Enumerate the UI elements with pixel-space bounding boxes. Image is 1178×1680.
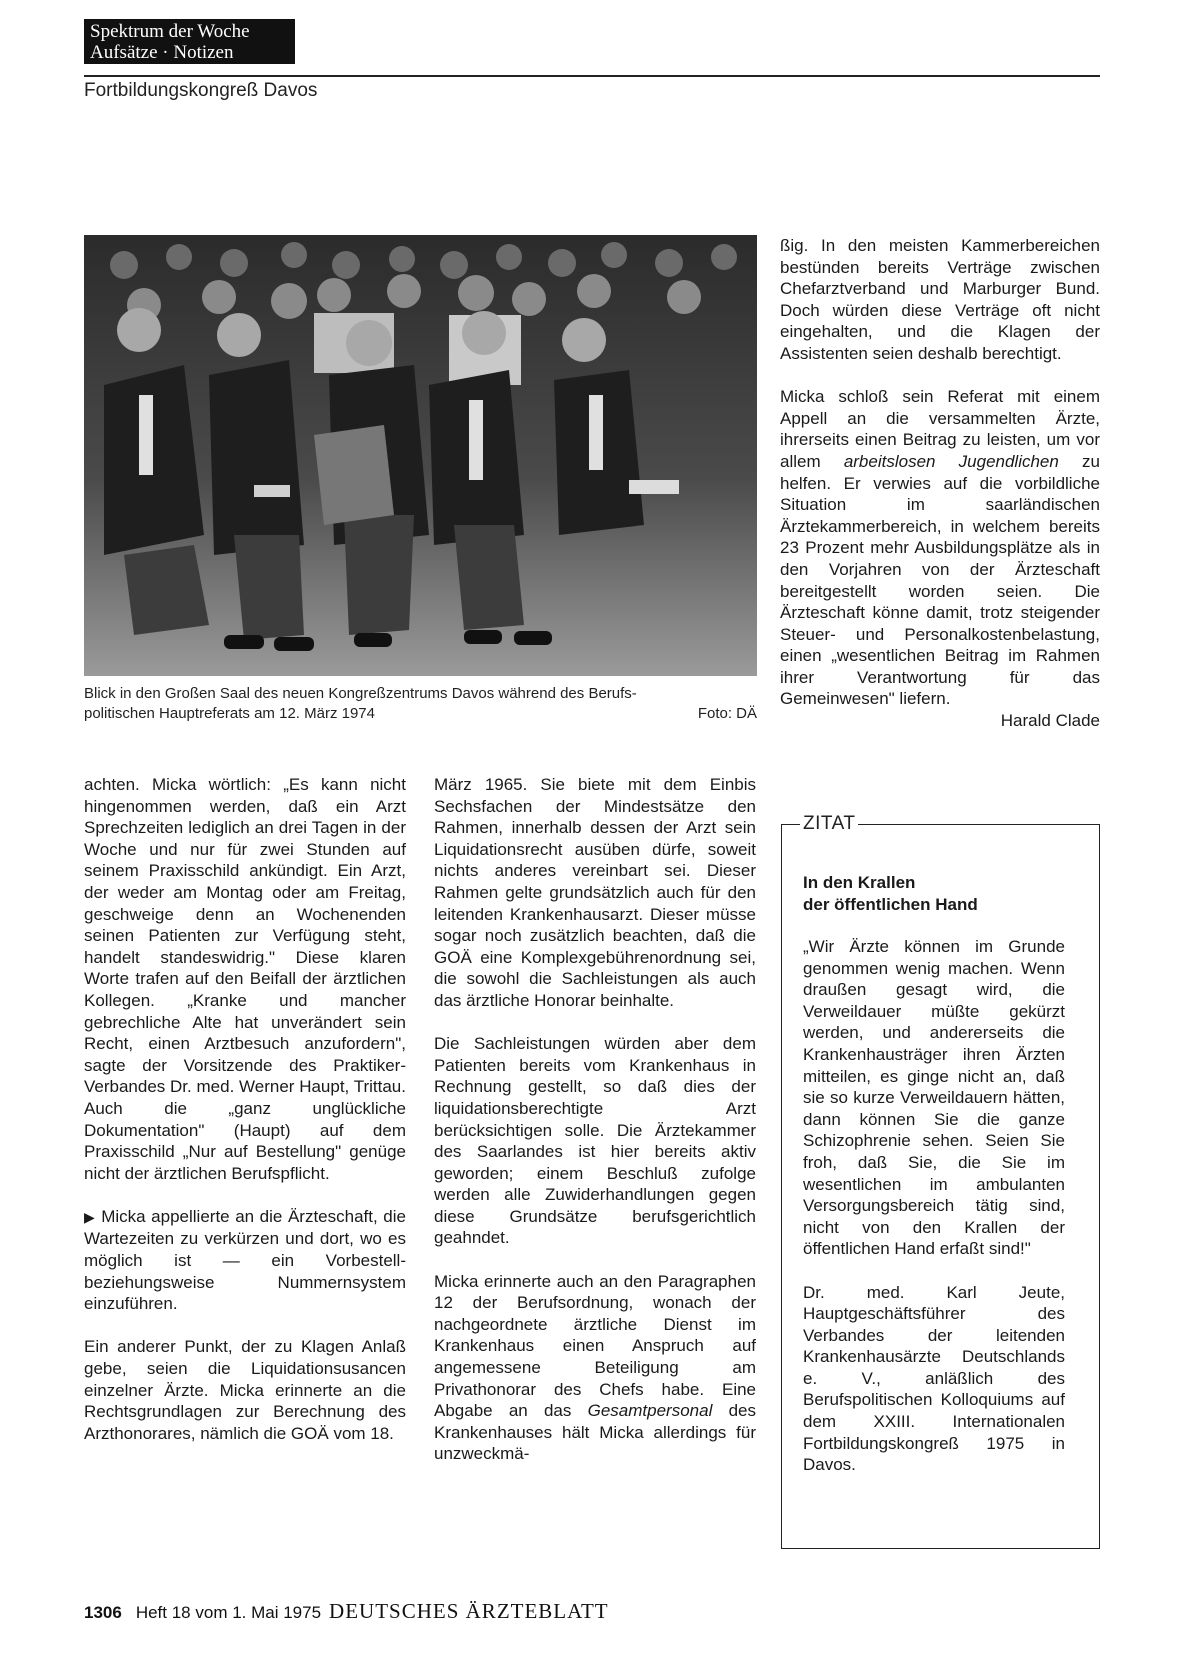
zitat-headline [803, 872, 1065, 916]
arrow-right-icon: ▶ [84, 1208, 96, 1225]
zitat-headline-line-1: In den Krallen [803, 873, 916, 892]
page-number: 1306 [84, 1603, 122, 1622]
emphasis: arbeitslosen Jugendlichen [843, 451, 1059, 471]
paragraph: Ein anderer Punkt, der zu Klagen Anlaß gebe, seien die Liquidationsusancen einzelner Ärzte. Micka erinnerte an die Rechtsgrundlagen zur Berechnung des Arzthonorares, nämlich die GOÄ vom 18. [84, 1337, 406, 1443]
masthead: DEUTSCHES ÄRZTEBLATT [329, 1599, 609, 1623]
paragraph: Die Sachleistungen würden aber dem Patienten bereits vom Krankenhaus in Rechnung gestellt, so daß dies der liquidationsberechtigte Arzt berücksichtigen solle. Die Ärztekammer des Saarlandes ist hier bereits aktiv geworden; einem Beschluß zufolge werden alle Zuwiderhandlungen gegen diese Grundsätze berufsgerichtlich geahndet. [434, 1034, 756, 1248]
emphasis: Gesamtpersonal [587, 1401, 713, 1421]
zitat-content [803, 872, 1065, 1497]
conference-photo [84, 235, 757, 676]
paragraph [780, 386, 1100, 732]
article-column-1 [84, 774, 406, 1444]
article-column-3 [780, 235, 1100, 732]
page-footer [84, 1599, 609, 1624]
paragraph [84, 1206, 406, 1315]
zitat-attribution: Dr. med. Karl Jeute, Hauptgeschäftsführer des Verbandes der leitenden Krankenhausärzte Deutschlands e. V., anläßlich des Berufspolitischen Kolloquiums auf dem XXIII. Internationalen Fortbildungskongreß 1975 in Davos. [803, 1282, 1065, 1475]
header-rule [84, 75, 1100, 77]
photo-credit: Foto: DÄ [697, 705, 757, 722]
paragraph-text: Micka erinnerte auch an den Paragraphen 12 der Berufsordnung, wonach der nachgeordnete ärztliche Dienst im Krankenhaus einen Anspruch auf angemessene Beteiligung am Privathonorar des Chefs habe. Eine Abgabe an das [434, 1271, 756, 1421]
paragraph: ßig. In den meisten Kammerbereichen bestünden bereits Verträge zwischen Chefarztverband und Marburger Bund. Doch würden diese Verträge oft nicht eingehalten, und die Klagen der Assistenten seien deshalb berechtigt. [780, 236, 1100, 363]
zitat-headline-line-2: der öffentlichen Hand [803, 895, 978, 914]
caption-line-2: politischen Hauptreferats am 12. März 1974 [84, 705, 375, 722]
paragraph-text: Micka appellierte an die Ärzteschaft, die Wartezeiten zu verkürzen und dort, wo es möglich ist — ein Vorbestell- beziehungsweise Nummernsystem einzuführen. [84, 1206, 406, 1314]
photo-caption [84, 684, 757, 724]
paragraph: achten. Micka wörtlich: „Es kann nicht hingenommen werden, daß ein Arzt Sprechzeiten lediglich an drei Tagen in der Woche und nur für zwei Stunden auf seinem Praxisschild ankündigt. Ein Arzt, der weder am Montag oder am Freitag, geschweige denn an Wochenenden seinen Patienten zur Verfügung steht, handelt standeswidrig." Diese klaren Worte trafen auf den Beifall der ärztlichen Kollegen. „Kranke und mancher gebrechliche Alte hat unverändert sein Recht, einen Arztbesuch anzufordern", sagte der Vorsitzende des Praktiker-Verbandes Dr. med. Werner Haupt, Trittau. Auch die „ganz unglückliche Dokumentation" (Haupt) auf dem Praxisschild „Nur auf Bestellung" genüge nicht der ärztlichen Berufspflicht. [84, 775, 406, 1183]
author-name: Harald Clade [1000, 711, 1100, 731]
article-column-2 [434, 774, 756, 1465]
caption-line-1: Blick in den Großen Saal des neuen Kongreßzentrums Davos während des Berufs- [84, 685, 637, 702]
paragraph-text: des Krankenhauses hält Micka allerdings für unzweckmä- [434, 1401, 756, 1464]
paragraph: März 1965. Sie biete mit dem Einbis Sechsfachen der Mindestsätze den Rahmen, innerhalb dessen der Arzt sein Liquidationsrecht ausüben dürfe, soweit nichts anderes vereinbart sei. Dieser Rahmen gelte grundsätzlich auch für den leitenden Krankenhausarzt. Dieser müsse sogar noch zusätzlich beachten, daß die GOÄ eine Komplexgebührenordnung sei, die sowohl die Sachleistungen als auch das ärztliche Honorar beinhalte. [434, 775, 756, 1010]
paragraph-text: zu helfen. Er verwies auf die vorbildliche Situation im saarländischen Ärztekammerbereich, in welchem bereits 23 Prozent mehr Ausbildungsplätze als in den Vorjahren von der Ärzteschaft bereitgestellt worden seien. Die Ärzteschaft könne damit, trotz steigender Steuer- und Personalkostenbelastung, einen „wesentlichen Beitrag im Rahmen ihrer Verantwortung für das Gemeinwesen" liefern. [780, 451, 1100, 709]
zitat-label: ZITAT [800, 811, 858, 837]
caption-line-2-row [84, 704, 757, 724]
zitat-quote: „Wir Ärzte können im Grunde genommen wenig machen. Wenn draußen gesagt wird, die Verweildauer müßte gekürzt werden, und andererseits die Krankenhausträger ihren Ärzten mitteilen, es ginge nicht an, daß sie so kurze Verweildauern hätten, dann können Sie die ganze Schizophrenie sehen. Seien Sie froh, daß Sie, die Sie im wesentlichen im ambulanten Versorgungsbereich tätig sind, nicht von den Krallen der öffentlichen Hand erfaßt sind!" [803, 937, 1065, 1259]
kicker-line-1: Spektrum der Woche [90, 21, 250, 42]
paragraph [434, 1271, 756, 1465]
section-kicker [84, 19, 295, 64]
author-row [780, 710, 1100, 732]
section-title: Fortbildungskongreß Davos [84, 80, 318, 101]
kicker-line-2: Aufsätze · Notizen [90, 42, 234, 63]
issue-info: Heft 18 vom 1. Mai 1975 [135, 1603, 322, 1622]
paragraph-text: Micka schloß sein Referat mit einem Appell an die versammelten Ärzte, ihrerseits einen Beitrag zu leisten, um vor allem [780, 387, 1100, 471]
audience-photo-illustration [84, 235, 757, 676]
